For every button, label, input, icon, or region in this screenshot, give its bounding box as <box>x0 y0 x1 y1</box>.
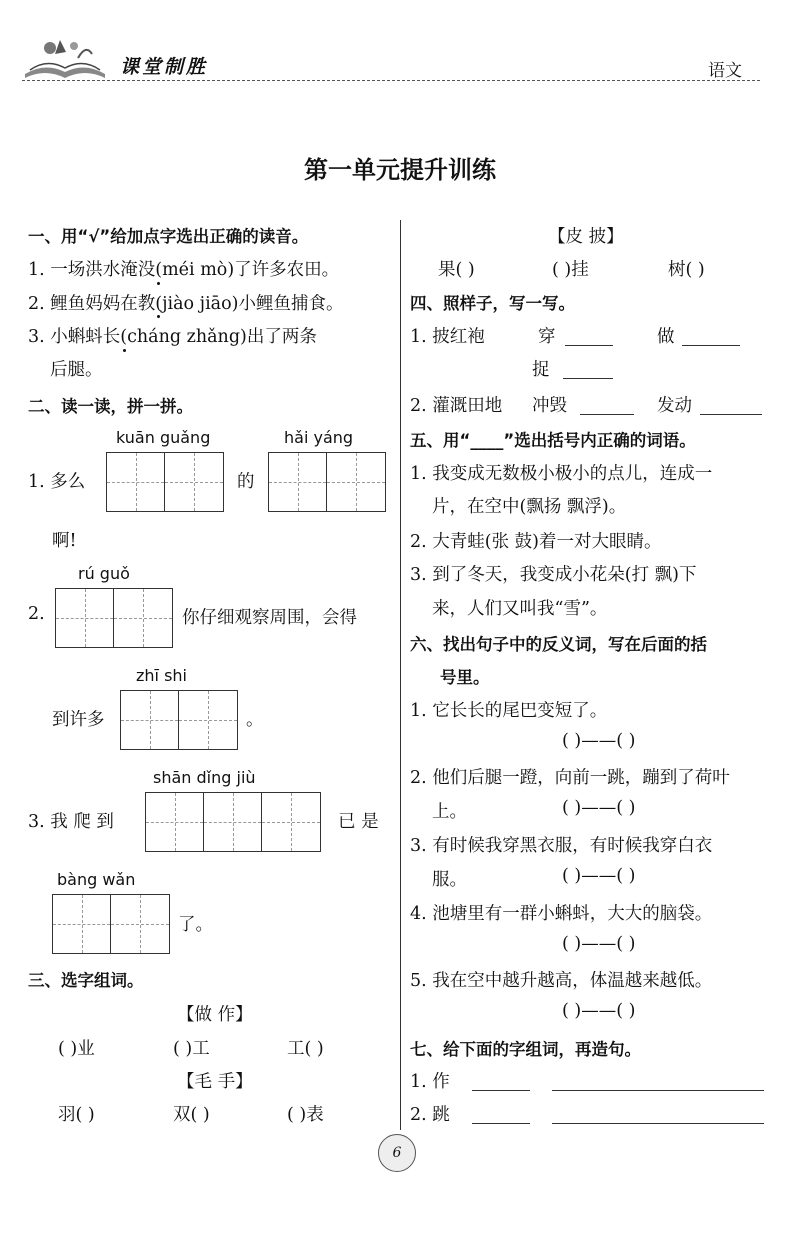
s6-answer-pair-2[interactable]: ( )——( ) <box>562 798 636 818</box>
pinyin-ruguo: rú guǒ <box>78 564 130 583</box>
s7-question-1: 1. 作 <box>410 1072 450 1092</box>
s3-g3-item-3: 树( ) <box>668 260 705 280</box>
s4-example-1: 1. 披红袍 <box>410 327 485 347</box>
book-logo-icon <box>20 32 110 82</box>
s3-g1-item-3: 工( ) <box>287 1039 324 1059</box>
emphasis-dot <box>123 349 126 352</box>
header-title: 课堂制胜 <box>120 56 209 78</box>
writing-grid[interactable] <box>106 452 224 512</box>
s2-p2-text-c: 。 <box>246 710 264 730</box>
header-subject: 语文 <box>708 61 742 81</box>
pinyin-shandingjiu: shān dǐng jiù <box>153 768 256 787</box>
section-2-heading: 二、读一读，拼一拼。 <box>28 397 193 416</box>
writing-grid[interactable] <box>120 690 238 750</box>
emphasis-dot <box>157 282 160 285</box>
s5-question-3-cont: 来，人们又叫我“雪”。 <box>432 599 608 619</box>
s3-g3-item-1: 果( ) <box>438 260 475 280</box>
pinyin-kuanguang: kuān guǎng <box>116 428 211 447</box>
pinyin-bangwan: bàng wǎn <box>57 870 136 889</box>
s4-example-2: 2. 灌溉田地 <box>410 396 503 416</box>
answer-blank[interactable] <box>472 1105 530 1124</box>
writing-grid[interactable] <box>145 792 321 852</box>
s4-word-zuo: 做 <box>657 327 675 347</box>
section-7-heading: 七、给下面的字组词，再造句。 <box>410 1040 641 1059</box>
s6-answer-pair-3[interactable]: ( )——( ) <box>562 866 636 886</box>
s6-question-4: 4. 池塘里有一群小蝌蚪，大大的脑袋。 <box>410 904 713 924</box>
answer-blank[interactable] <box>563 360 613 379</box>
s2-p1-text-a: 1. 多么 <box>28 472 86 492</box>
pinyin-haiyang: hǎi yáng <box>284 428 354 447</box>
s3-g2-item-3: ( )表 <box>287 1105 324 1125</box>
s6-answer-pair-1[interactable]: ( )——( ) <box>562 731 636 751</box>
answer-blank[interactable] <box>565 327 613 346</box>
section-1-heading: 一、用“√”给加点字选出正确的读音。 <box>28 227 309 246</box>
sentence-blank[interactable] <box>552 1072 764 1091</box>
s6-answer-pair-5[interactable]: ( )——( ) <box>562 1001 636 1021</box>
writing-grid[interactable] <box>268 452 386 512</box>
s3-g1-item-2: ( )工 <box>173 1039 210 1059</box>
answer-blank[interactable] <box>472 1072 530 1091</box>
s5-question-3: 3. 到了冬天，我变成小花朵(打 飘)下 <box>410 565 697 585</box>
section-3-heading: 三、选字组词。 <box>28 971 144 990</box>
s6-question-3: 3. 有时候我穿黑衣服，有时候我穿白衣 <box>410 836 713 856</box>
emphasis-dot <box>157 315 160 318</box>
s4-word-chonghui: 冲毁 <box>532 396 567 416</box>
answer-blank[interactable] <box>700 396 762 415</box>
section-6-heading: 六、找出句子中的反义词，写在后面的括 <box>410 635 707 654</box>
answer-blank[interactable] <box>580 396 634 415</box>
s2-p1-text-b: 的 <box>237 472 255 492</box>
s1-question-1: 1. 一场洪水淹没(méi mò)了许多农田。 <box>28 260 340 280</box>
answer-blank[interactable] <box>682 327 740 346</box>
s1-question-3-cont: 后腿。 <box>50 360 103 380</box>
section-6-heading-cont: 号里。 <box>440 668 490 687</box>
writing-grid[interactable] <box>55 588 173 648</box>
s3-group-2-label: 【毛 手】 <box>177 1072 253 1092</box>
s3-g2-item-1: 羽( ) <box>58 1105 95 1125</box>
s3-g3-item-2: ( )挂 <box>552 260 589 280</box>
s3-g1-item-1: ( )业 <box>58 1039 95 1059</box>
s6-question-5: 5. 我在空中越升越高，体温越来越低。 <box>410 971 713 991</box>
section-4-heading: 四、照样子，写一写。 <box>410 294 575 313</box>
s4-word-zhuo: 捉 <box>532 360 550 380</box>
s6-question-3-cont: 服。 <box>432 870 467 890</box>
s4-word-chuan: 穿 <box>538 327 556 347</box>
s2-p3-text-a: 3. 我 爬 到 <box>28 812 114 832</box>
s6-answer-pair-4[interactable]: ( )——( ) <box>562 934 636 954</box>
sentence-blank[interactable] <box>552 1105 764 1124</box>
column-divider <box>400 220 401 1130</box>
page-number: 6 <box>378 1134 416 1172</box>
s5-question-2: 2. 大青蛙(张 鼓)着一对大眼睛。 <box>410 532 662 552</box>
header-divider <box>22 80 760 81</box>
writing-grid[interactable] <box>52 894 170 954</box>
s5-question-1-cont: 片，在空中(飘扬 飘浮)。 <box>432 497 627 517</box>
s6-question-1: 1. 它长长的尾巴变短了。 <box>410 701 608 721</box>
s2-p2-num: 2. <box>28 604 45 624</box>
s3-group-1-label: 【做 作】 <box>177 1005 253 1025</box>
s6-question-2-cont: 上。 <box>432 802 467 822</box>
s3-group-3-label: 【皮 披】 <box>548 227 624 247</box>
s2-p3-text-c: 了。 <box>178 915 213 935</box>
s2-p2-text-a: 你仔细观察周围，会得 <box>182 608 357 628</box>
page-title: 第一单元提升训练 <box>304 155 496 184</box>
s2-p3-text-b: 已 是 <box>338 812 379 832</box>
s2-p1-text-c: 啊! <box>52 531 77 551</box>
s1-question-2: 2. 鲤鱼妈妈在教(jiào jiāo)小鲤鱼捕食。 <box>28 294 344 314</box>
s6-question-2: 2. 他们后腿一蹬，向前一跳，蹦到了荷叶 <box>410 768 730 788</box>
s5-question-1: 1. 我变成无数极小极小的点儿，连成一 <box>410 464 713 484</box>
s4-word-fadong: 发动 <box>657 396 692 416</box>
pinyin-zhishi: zhī shi <box>136 666 187 685</box>
s1-question-3: 3. 小蝌蚪长(cháng zhǎng)出了两条 <box>28 327 317 347</box>
s3-g2-item-2: 双( ) <box>173 1105 210 1125</box>
s2-p2-text-b: 到许多 <box>52 710 105 730</box>
s7-question-2: 2. 跳 <box>410 1105 450 1125</box>
section-5-heading: 五、用“____”选出括号内正确的词语。 <box>410 431 696 450</box>
